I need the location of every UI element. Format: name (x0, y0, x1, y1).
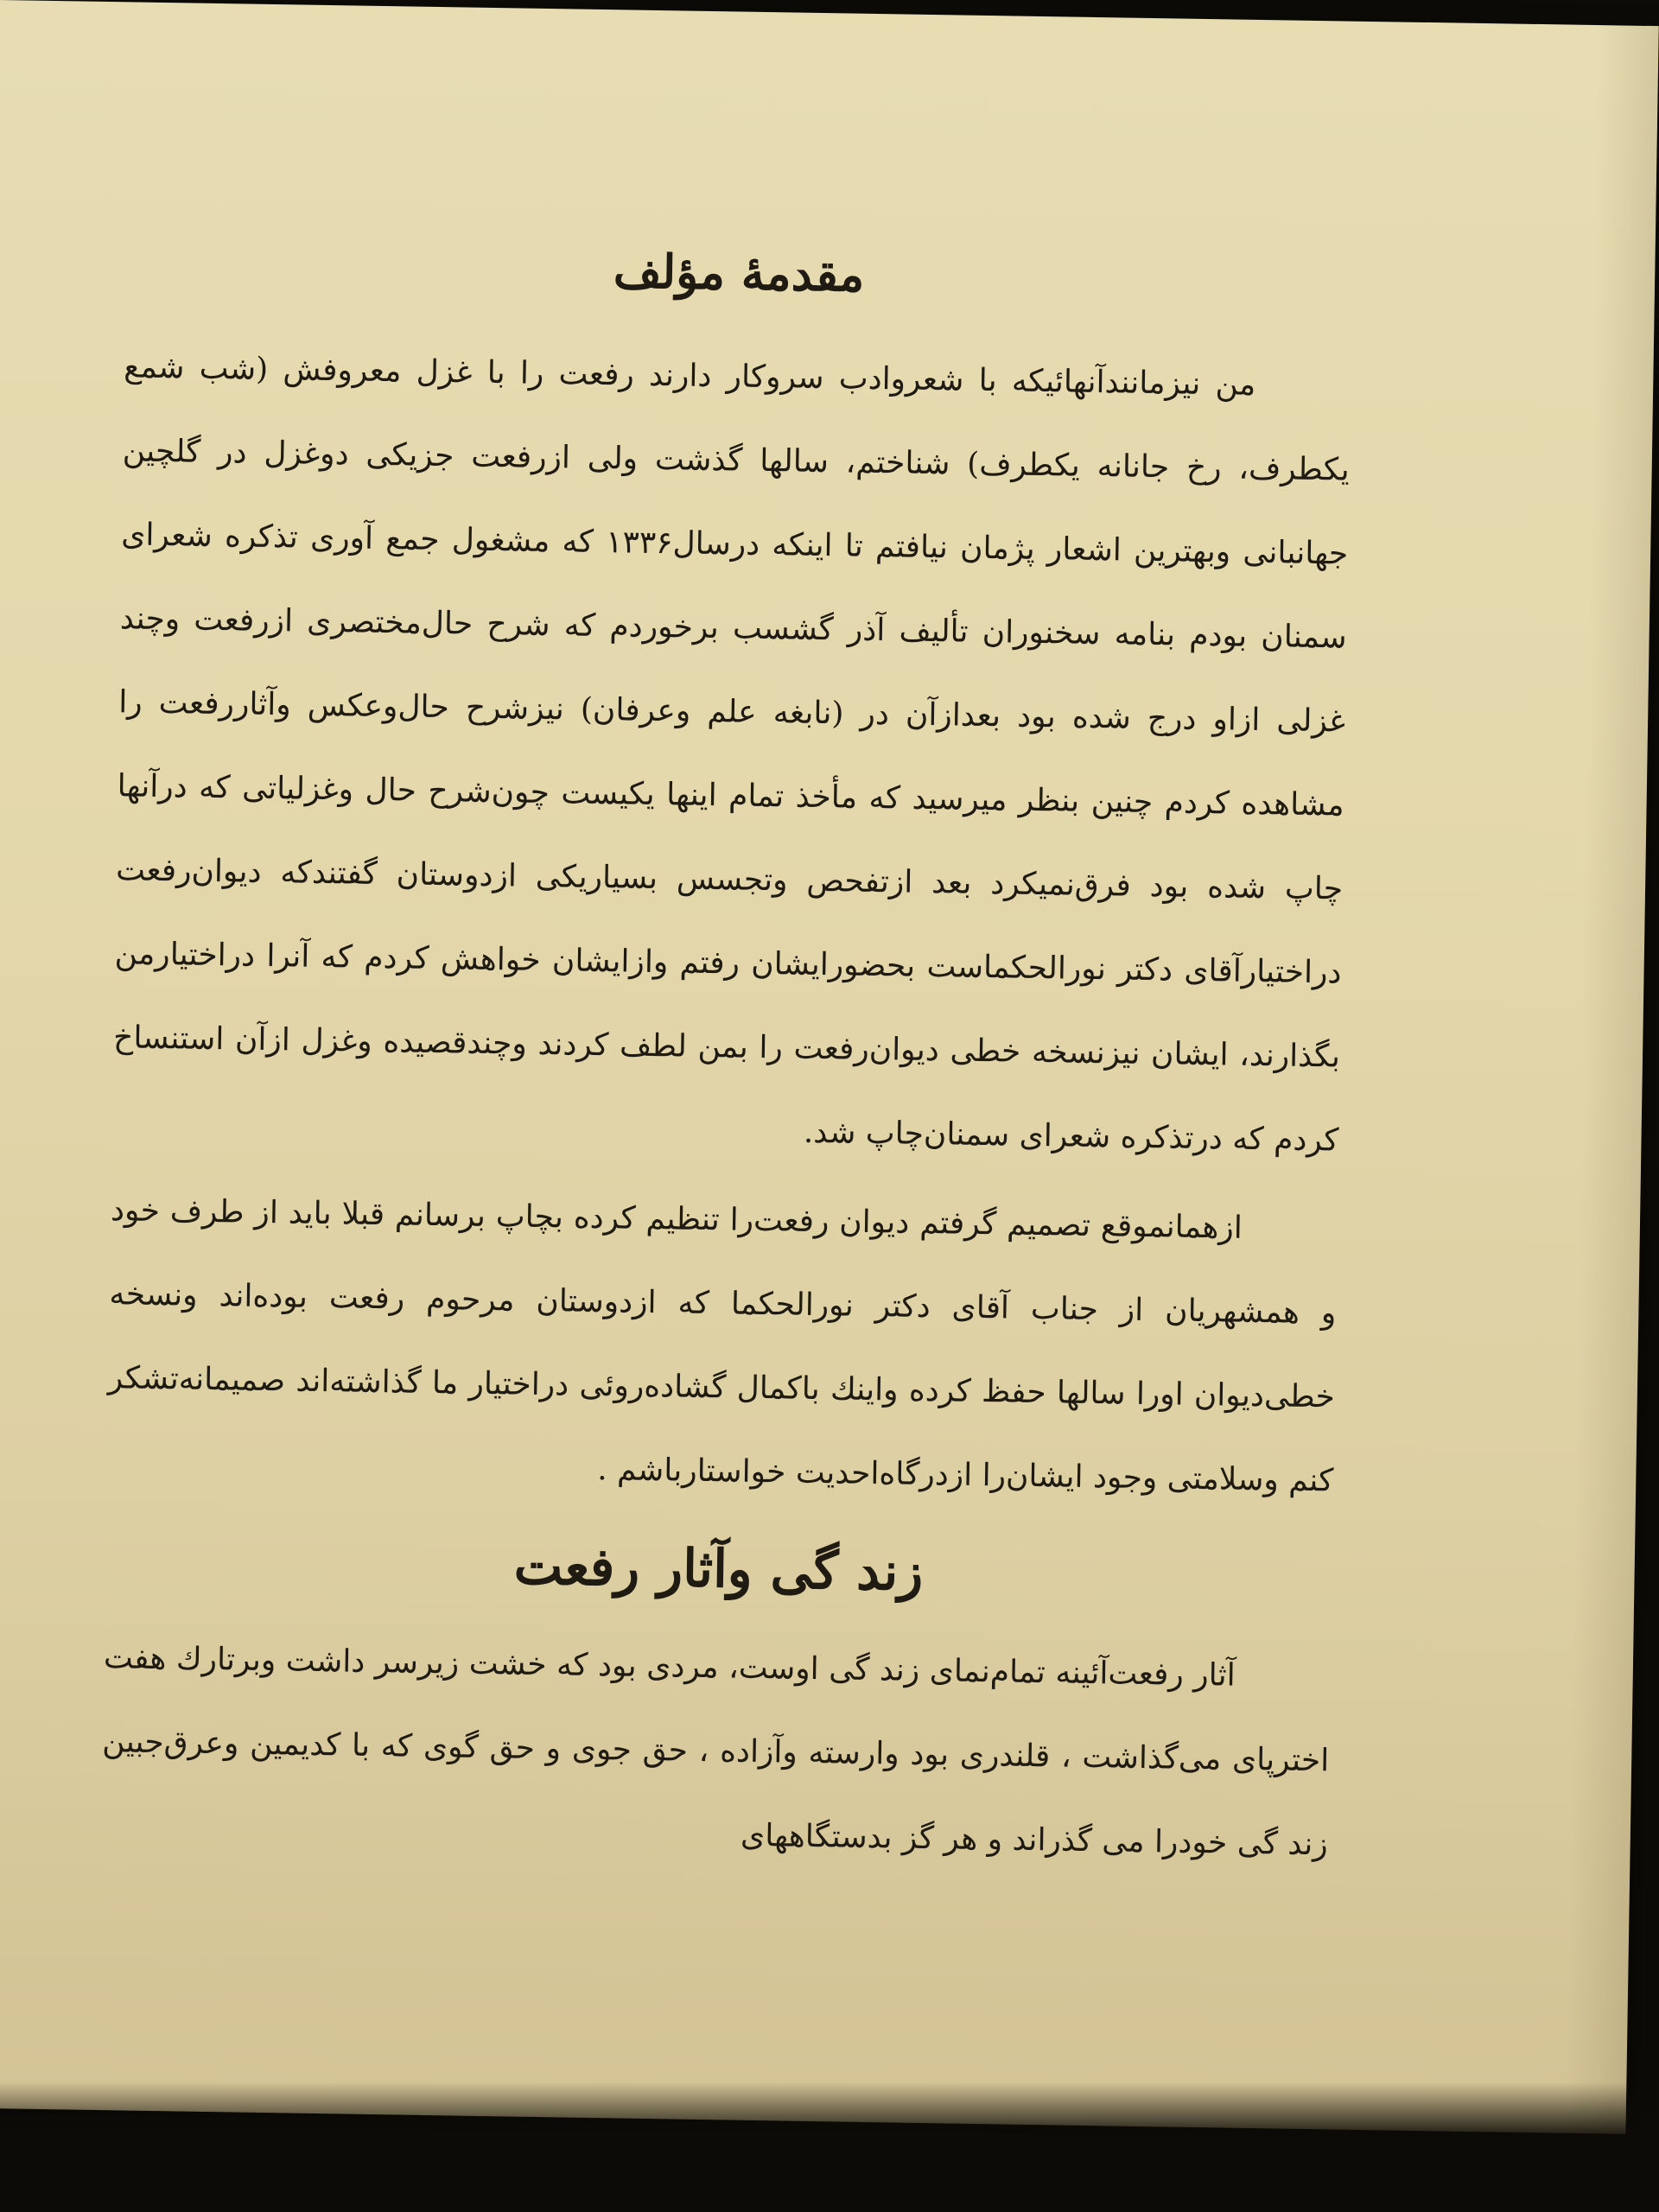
section-title: زند گی وآثار رفعت (513, 1535, 924, 1604)
paragraph-1: من نیزمانندآنهائیکه با شعروادب سروکار دارند رفعت را با غزل معروفش (شب شمع یکطرف، رخ جانانه یکطرف) شناختم، سالها گذشت ولی ازرفعت جزیکی دوغزل در گلچین جهانبانی وبهترین اشعار پژمان نیافتم تا اینکه درسال۱۳۳۶ که مشغول جمع آوری تذکره شعرای سمنان بودم بنامه سخنوران تألیف آذر گشسب برخوردم که شرح حال‌مختصری ازرفعت وچند غزلی ازاو درج شده بود بعدازآن در (نابغه علم وعرفان) نیزشرح حال‌وعکس وآثاررفعت را مشاهده کردم چنین بنظر میرسید که مأخذ تمام اینها یکیست چون‌شرح حال وغزلیاتی که درآنها چاپ شده بود فرق‌نمیکرد بعد ازتفحص وتجسس بسیاریکی ازدوستان گفتندکه دیوان‌رفعت دراختیارآقای دکتر نورالحکماست بحضورایشان رفتم وازایشان خواهش کردم که آنرا دراختیارمن بگذارند، ایشان نیزنسخه خطی دیوان‌رفعت را بمن لطف کردند وچندقصیده وغزل ازآن استنساخ کردم که در‌تذکره شعرای سمنان‌چاپ شد. (112, 349, 1350, 1159)
section-paragraph: آثار رفعت‌آئینه تمام‌نمای زند گی اوست، مردی بود که خشت زیرسر داشت وبرتارك هفت اخترپای می‌گذاشت ، قلندری بود وارسته وآزاده ، حق جوی و حق گوی که با کدیمین وعرق‌جبین زند گی خودرا می گذراند و هر گز بدستگاههای (102, 1640, 1330, 1863)
background-shadow (0, 2082, 1659, 2212)
paragraph-2: ازهمانموقع تصمیم گرفتم دیوان رفعت‌را تنظیم کرده بچاپ برسانم قبلا باید از طرف خود و همشهریان از جناب آقای دکتر نورالحکما که ازدوستان مرحوم رفعت بوده‌اند ونسخه خطی‌دیوان اورا سالها حفظ کرده واینك باکمال گشاده‌روئی دراختیار ما گذاشته‌اند صمیمانه‌تشکر کنم وسلامتی وجود ایشان‌را ازدرگاه‌احدیت خواستارباشم . (107, 1192, 1337, 1499)
page-content (100, 235, 1352, 1886)
page-title: مقدمهٔ مؤلف (613, 243, 865, 302)
